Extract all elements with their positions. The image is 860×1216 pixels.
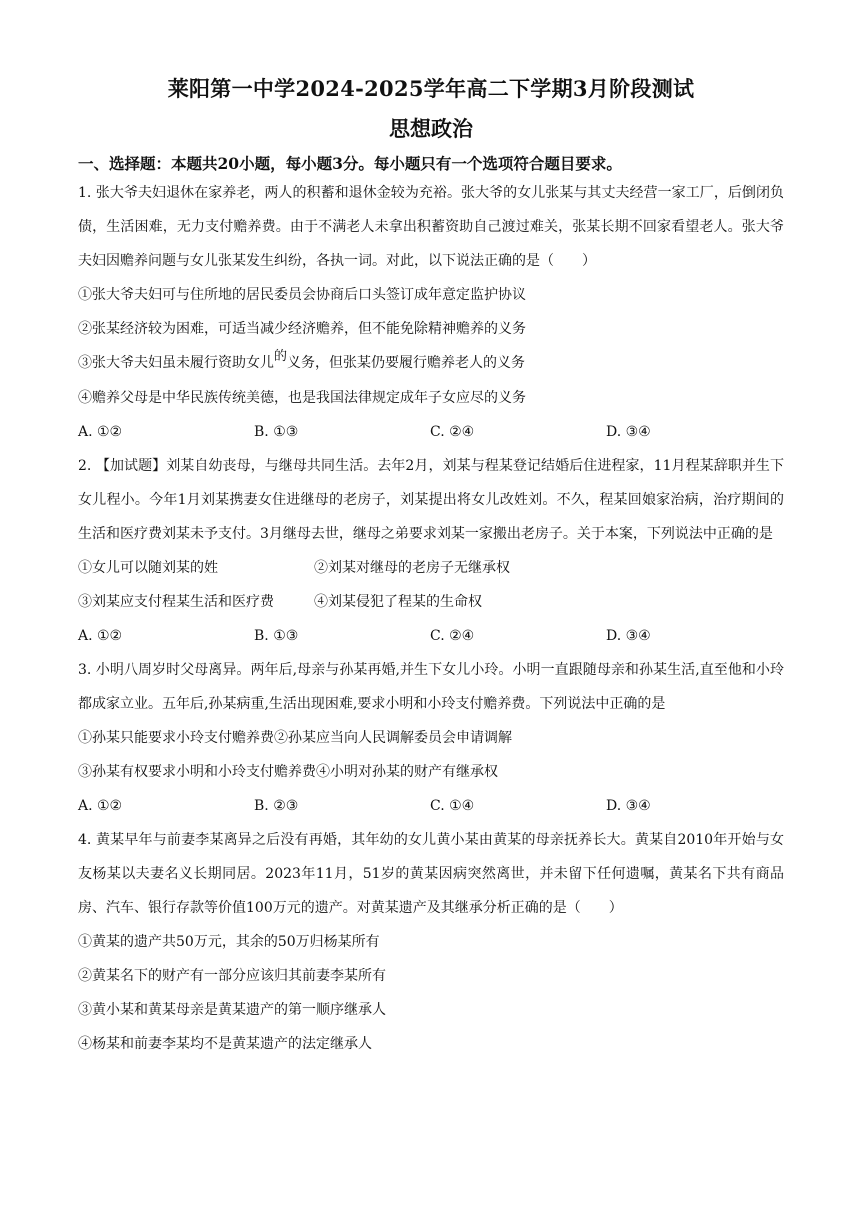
question-2 <box>78 449 784 653</box>
statement-2: ②张某经济较为困难，可适当减少经济赡养，但不能免除精神赡养的义务 <box>78 321 526 337</box>
question-stem: 1. 张大爷夫妇退休在家养老，两人的积蓄和退休金较为充裕。张大爷的女儿张某与其丈夫经营一家工厂，后倒闭负债，生活困难，无力支付赡养费。由于不满老人未拿出积蓄资助自己渡过难关，张某长期不回家看望老人。张大爷夫妇因赡养问题与女儿张某发生纠纷，各执一词。对此，以下说法正确的是（ ） <box>78 185 784 269</box>
statement-3-tail: 义务，但张某仍要履行赡养老人的义务 <box>287 355 526 371</box>
statement-3-head: ③张大爷夫妇虽未履行资助女儿 <box>78 355 274 371</box>
choice-c[interactable]: C. ②④ <box>430 424 475 440</box>
question-4 <box>78 823 784 1061</box>
question-1 <box>78 176 784 449</box>
statement-2: ②黄某名下的财产有一部分应该归其前妻李某所有 <box>78 968 386 984</box>
answer-choices <box>78 415 784 449</box>
choice-a[interactable]: A. ①② <box>78 628 123 644</box>
exam-title: 莱阳第一中学2024-2025学年高二下学期3月阶段测试 <box>167 76 695 101</box>
statement-1: ①张大爷夫妇可与住所地的居民委员会协商后口头签订成年意定监护协议 <box>78 287 526 303</box>
choice-d[interactable]: D. ③④ <box>606 424 651 440</box>
choice-d[interactable]: D. ③④ <box>606 628 651 644</box>
statement-3: ③黄小某和黄某母亲是黄某遗产的第一顺序继承人 <box>78 1002 386 1018</box>
question-stem: 3. 小明八周岁时父母离异。两年后,母亲与孙某再婚,并生下女儿小玲。小明一直跟随母亲和孙某生活,直至他和小玲都成家立业。五年后,孙某病重,生活出现困难,要求小明和小玲支付赡养费。下列说法中正确的是 <box>78 662 784 712</box>
choice-b[interactable]: B. ②③ <box>254 798 299 814</box>
statement-4: ④刘某侵犯了程某的生命权 <box>314 594 482 610</box>
question-stem: 2. 【加试题】刘某自幼丧母，与继母共同生活。去年2月，刘某与程某登记结婚后住进程家，11月程某辞职并生下女儿程小。今年1月刘某携妻女住进继母的老房子，刘某提出将女儿改姓刘。不久，程某回娘家治病，治疗期间的生活和医疗费刘某未予支付。3月继母去世，继母之弟要求刘某一家搬出老房子。关于本案，下列说法中正确的是 <box>78 458 784 542</box>
statement-2: ②刘某对继母的老房子无继承权 <box>314 560 510 576</box>
statement-1: ①女儿可以随刘某的姓 <box>78 560 218 576</box>
statement-4: ④杨某和前妻李某均不是黄某遗产的法定继承人 <box>78 1036 372 1052</box>
exam-subject: 思想政治 <box>389 116 473 141</box>
question-stem: 4. 黄某早年与前妻李某离异之后没有再婚，其年幼的女儿黄小某由黄某的母亲抚养长大。黄某自2010年开始与女友杨某以夫妻名义长期同居。2023年11月，51岁的黄某因病突然离世，并未留下任何遗嘱，黄某名下共有商品房、汽车、银行存款等价值100万元的遗产。对黄某遗产及其继承分析正确的是（ ） <box>78 832 784 916</box>
section-heading: 一、选择题：本题共20小题，每小题3分。每小题只有一个选项符合题目要求。 <box>78 154 622 173</box>
choice-b[interactable]: B. ①③ <box>254 628 299 644</box>
statement-row <box>78 585 784 619</box>
answer-choices <box>78 619 784 653</box>
statement-1-2: ①孙某只能要求小玲支付赡养费②孙某应当向人民调解委员会申请调解 <box>78 730 512 746</box>
question-3 <box>78 653 784 823</box>
choice-b[interactable]: B. ①③ <box>254 424 299 440</box>
choice-a[interactable]: A. ①② <box>78 798 123 814</box>
statement-3-4: ③孙某有权要求小明和小玲支付赡养费④小明对孙某的财产有继承权 <box>78 764 498 780</box>
statement-row <box>78 551 784 585</box>
statement-3 <box>78 346 784 381</box>
statement-1: ①黄某的遗产共50万元，其余的50万归杨某所有 <box>78 934 380 950</box>
statement-3-sup: 的 <box>274 349 288 364</box>
choice-c[interactable]: C. ①④ <box>430 798 475 814</box>
choice-a[interactable]: A. ①② <box>78 424 123 440</box>
answer-choices <box>78 789 784 823</box>
choice-c[interactable]: C. ②④ <box>430 628 475 644</box>
statement-3: ③刘某应支付程某生活和医疗费 <box>78 594 274 610</box>
choice-d[interactable]: D. ③④ <box>606 798 651 814</box>
statement-4: ④赡养父母是中华民族传统美德，也是我国法律规定成年子女应尽的义务 <box>78 390 526 406</box>
